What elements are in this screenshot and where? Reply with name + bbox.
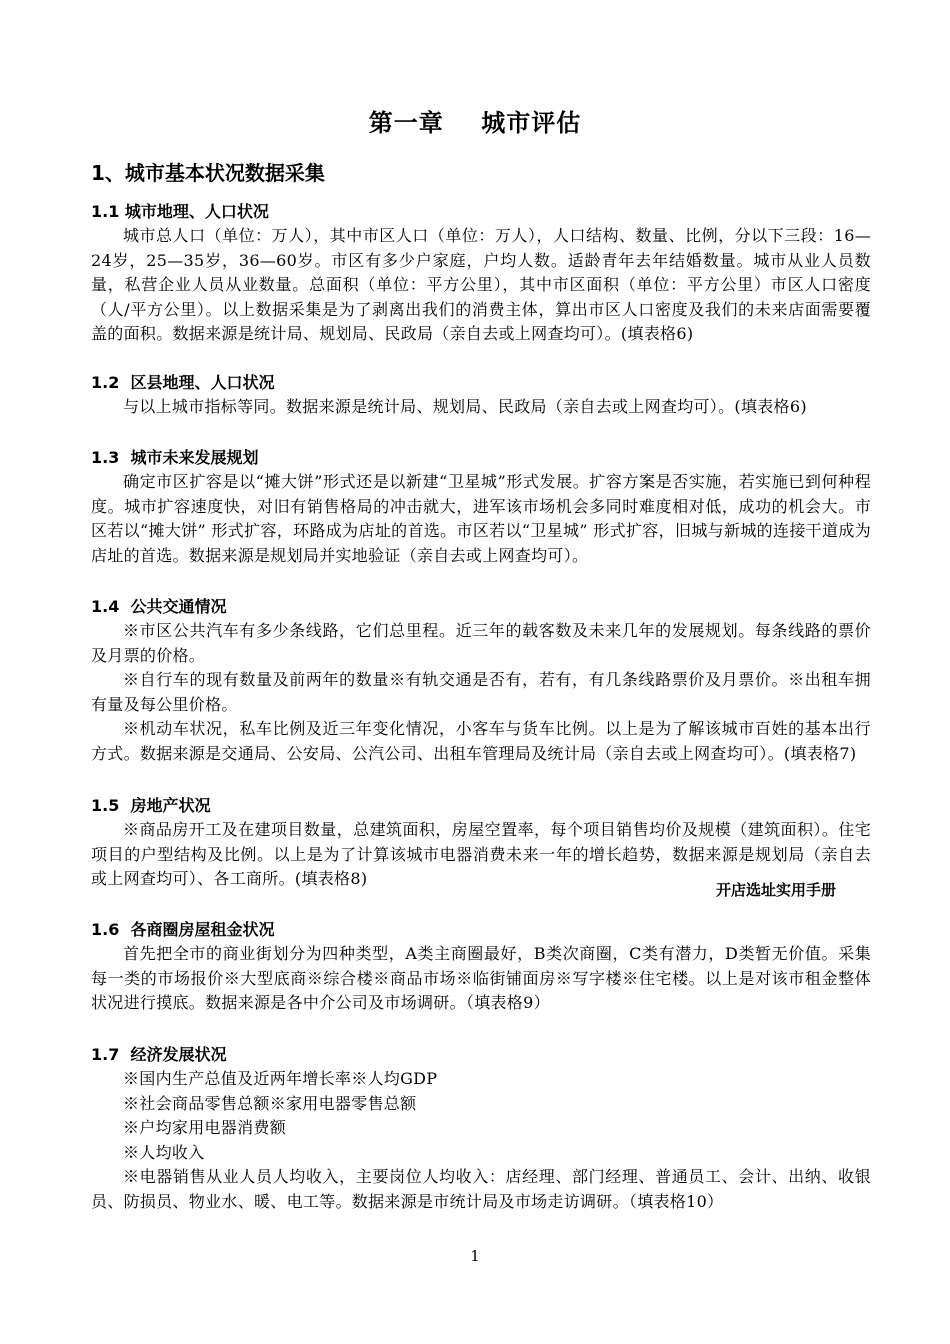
subsection-heading: 1.5 房地产状况 (91, 796, 211, 815)
paragraph: ※自行车的现有数量及前两年的数量※有轨交通是否有，若有，有几条线路票价及月票价。※出租车拥有量及每公里价格。 (91, 670, 871, 714)
paragraph: 首先把全市的商业街划分为四种类型，A类主商圈最好，B类次商圈，C类有潜力，D类暂无价值。采集每一类的市场报价※大型底商※综合楼※商品市场※临街铺面房※写字楼※住宅楼。以上是对该市租金整体状况进行摸底。数据来源是各中介公司及市场调研。（填表格9） (91, 944, 871, 1012)
subsection-1-2 (91, 371, 871, 420)
subsection-heading: 1.3 城市未来发展规划 (91, 448, 259, 467)
paragraph: ※市区公共汽车有多少条线路，它们总里程。近三年的载客数及未来几年的发展规划。每条线路的票价及月票的价格。 (91, 621, 871, 665)
subsection-heading: 1.4 公共交通情况 (91, 597, 227, 616)
watermark-label: 开店选址实用手册 (686, 876, 866, 904)
subsection-1-1 (91, 200, 871, 347)
page-number: 1 (470, 1247, 480, 1265)
list-item: ※国内生产总值及近两年增长率※人均GDP (123, 1069, 438, 1088)
subsection-heading: 1.7 经济发展状况 (91, 1045, 227, 1064)
subsection-1-7 (91, 1043, 871, 1214)
list-item: ※人均收入 (123, 1142, 205, 1162)
paragraph: 确定市区扩容是以“摊大饼”形式还是以新建“卫星城”形式发展。扩容方案是否实施，若实施已到何种程度。城市扩容速度快，对旧有销售格局的冲击就大，进军该市场机会多同时难度相对低，成功的机会大。市区若以“摊大饼” 形式扩容，环路成为店址的首选。市区若以“卫星城” 形式扩容，旧城与新城的连接干道成为店址的首选。数据来源是规划局并实地验证（亲自去或上网查均可）。 (91, 472, 871, 565)
paragraph: 城市总人口（单位：万人），其中市区人口（单位：万人），人口结构、数量、比例，分以下三段：16—24岁，25—35岁，36—60岁。市区有多少户家庭，户均人数。适龄青年去年结婚数量。城市从业人员数量，私营企业人员从业数量。总面积（单位：平方公里），其中市区面积（单位：平方公里）市区人口密度（人/平方公里）。以上数据采集是为了剥离出我们的消费主体，算出市区人口密度及我们的未来店面需要覆盖的面积。数据来源是统计局、规划局、民政局（亲自去或上网查均可）。(填表格6) (91, 226, 871, 343)
paragraph: ※电器销售从业人员人均收入，主要岗位人均收入：店经理、部门经理、普通员工、会计、出纳、收银员、防损员、物业水、暖、电工等。数据来源是市统计局及市场走访调研。（填表格10） (91, 1167, 871, 1211)
list-item: ※社会商品零售总额※家用电器零售总额 (123, 1093, 417, 1113)
chapter-title: 第一章 城市评估 (368, 109, 582, 137)
subsection-1-4 (91, 595, 871, 766)
subsection-1-6 (91, 918, 871, 1016)
subsection-heading: 1.1 城市地理、人口状况 (91, 202, 269, 221)
subsection-heading: 1.2 区县地理、人口状况 (91, 373, 275, 392)
paragraph: ※机动车状况，私车比例及近三年变化情况，小客车与货车比例。以上是为了解该城市百姓的基本出行方式。数据来源是交通局、公安局、公汽公司、出租车管理局及统计局（亲自去或上网查均可）。(填表格7) (91, 719, 871, 763)
list-item: ※户均家用电器消费额 (123, 1118, 287, 1137)
paragraph: ※商品房开工及在建项目数量，总建筑面积，房屋空置率，每个项目销售均价及规模（建筑面积）。住宅项目的户型结构及比例。以上是为了计算该城市电器消费未来一年的增长趋势，数据来源是规划局（亲自去或上网查均可）、各工商所。(填表格8) (91, 820, 871, 888)
section-title: 1、城市基本状况数据采集 (91, 161, 325, 185)
subsection-heading: 1.6 各商圈房屋租金状况 (91, 920, 275, 939)
paragraph: 与以上城市指标等同。数据来源是统计局、规划局、民政局（亲自去或上网查均可）。(填表格6) (123, 397, 807, 416)
subsection-1-3 (91, 446, 871, 568)
